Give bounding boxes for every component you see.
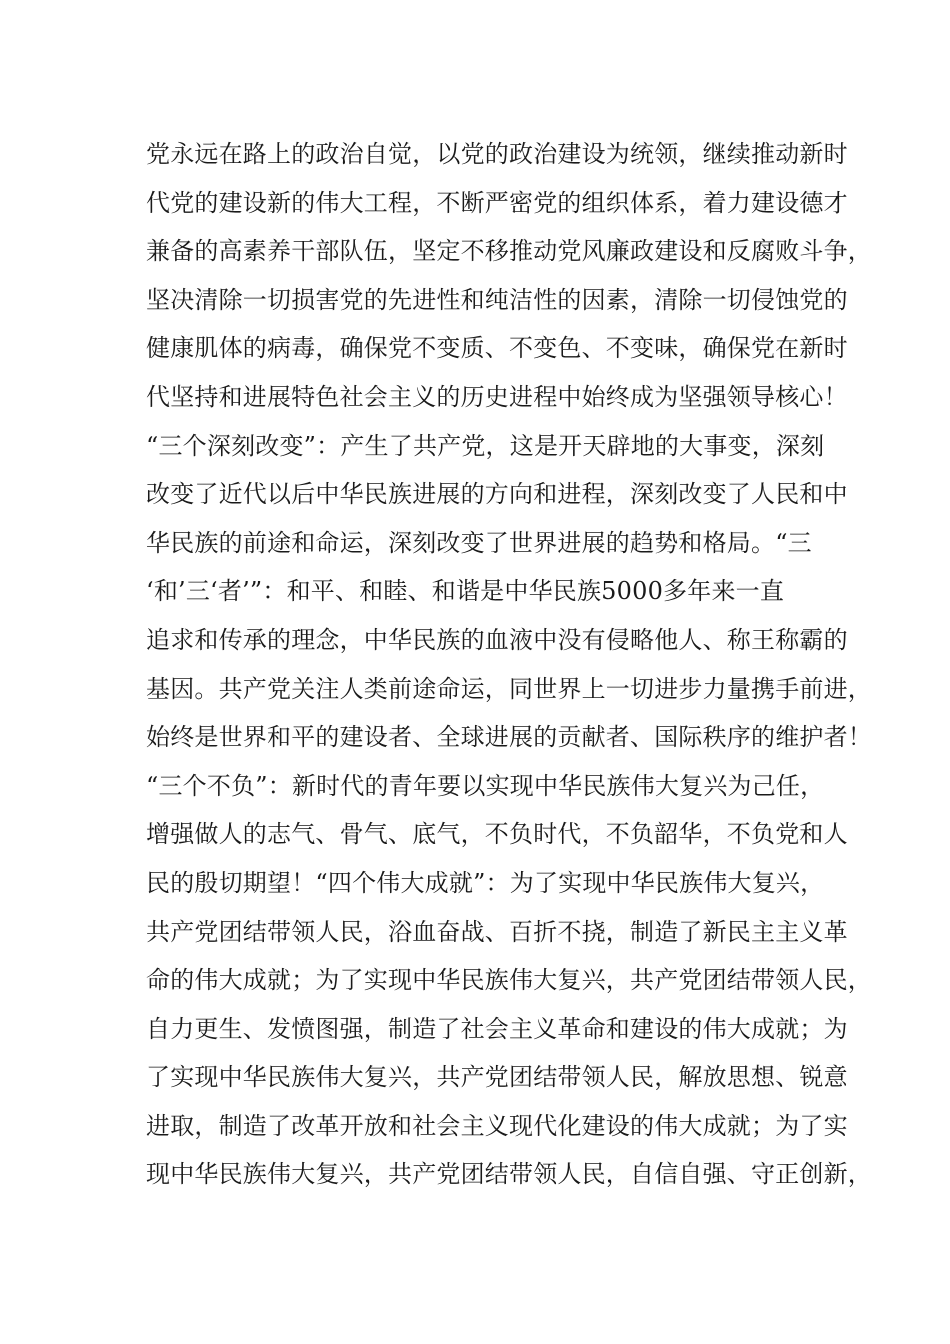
text-line: 了实现中华民族伟大复兴，共产党团结带领人民，解放思想、锐意 — [146, 1063, 848, 1092]
text-line: 代党的建设新的伟大工程，不断严密党的组织体系，着力建设德才 — [146, 188, 848, 217]
text-line: 健康肌体的病毒，确保党不变质、不变色、不变味，确保党在新时 — [146, 334, 848, 363]
text-line: 命的伟大成就；为了实现中华民族伟大复兴，共产党团结带领人民， — [146, 966, 872, 995]
text-line: 共产党团结带领人民，浴血奋战、百折不挠，制造了新民主主义革 — [146, 917, 848, 946]
text-line: 自力更生、发愤图强，制造了社会主义革命和建设的伟大成就；为 — [146, 1014, 848, 1043]
text-line: 民的殷切期望！“四个伟大成就”：为了实现中华民族伟大复兴， — [146, 868, 825, 897]
text-line: 改变了近代以后中华民族进展的方向和进程，深刻改变了人民和中 — [146, 480, 848, 509]
text-line: 代坚持和进展特色社会主义的历史进程中始终成为坚强领导核心！ — [146, 382, 848, 411]
text-line: 党永远在路上的政治自觉，以党的政治建设为统领，继续推动新时 — [146, 140, 848, 168]
text-line: 增强做人的志气、骨气、底气，不负时代，不负韶华，不负党和人 — [146, 820, 848, 849]
text-line: 坚决清除一切损害党的先进性和纯洁性的因素，清除一切侵蚀党的 — [146, 285, 848, 314]
text-line: 基因。共产党关注人类前途命运，同世界上一切进步力量携手前进， — [146, 674, 872, 703]
text-line: 现中华民族伟大复兴，共产党团结带领人民，自信自强、守正创新， — [146, 1160, 872, 1189]
text-line: ‘和’三‘者’”：和平、和睦、和谐是中华民族5000多年来一直 — [146, 577, 785, 606]
text-line: 追求和传承的理念，中华民族的血液中没有侵略他人、称王称霸的 — [146, 625, 848, 654]
text-line: “三个深刻改变”：产生了共产党，这是开天辟地的大事变，深刻 — [146, 431, 825, 460]
text-line: “三个不负”：新时代的青年要以实现中华民族伟大复兴为己任， — [146, 771, 825, 800]
text-line: 进取，制造了改革开放和社会主义现代化建设的伟大成就；为了实 — [146, 1111, 848, 1140]
text-line: 始终是世界和平的建设者、全球进展的贡献者、国际秩序的维护者！ — [146, 723, 872, 752]
body-text — [146, 130, 872, 1199]
text-line: 兼备的高素养干部队伍，坚定不移推动党风廉政建设和反腐败斗争， — [146, 237, 872, 266]
text-line: 华民族的前途和命运，深刻改变了世界进展的趋势和格局。“三 — [146, 528, 812, 557]
